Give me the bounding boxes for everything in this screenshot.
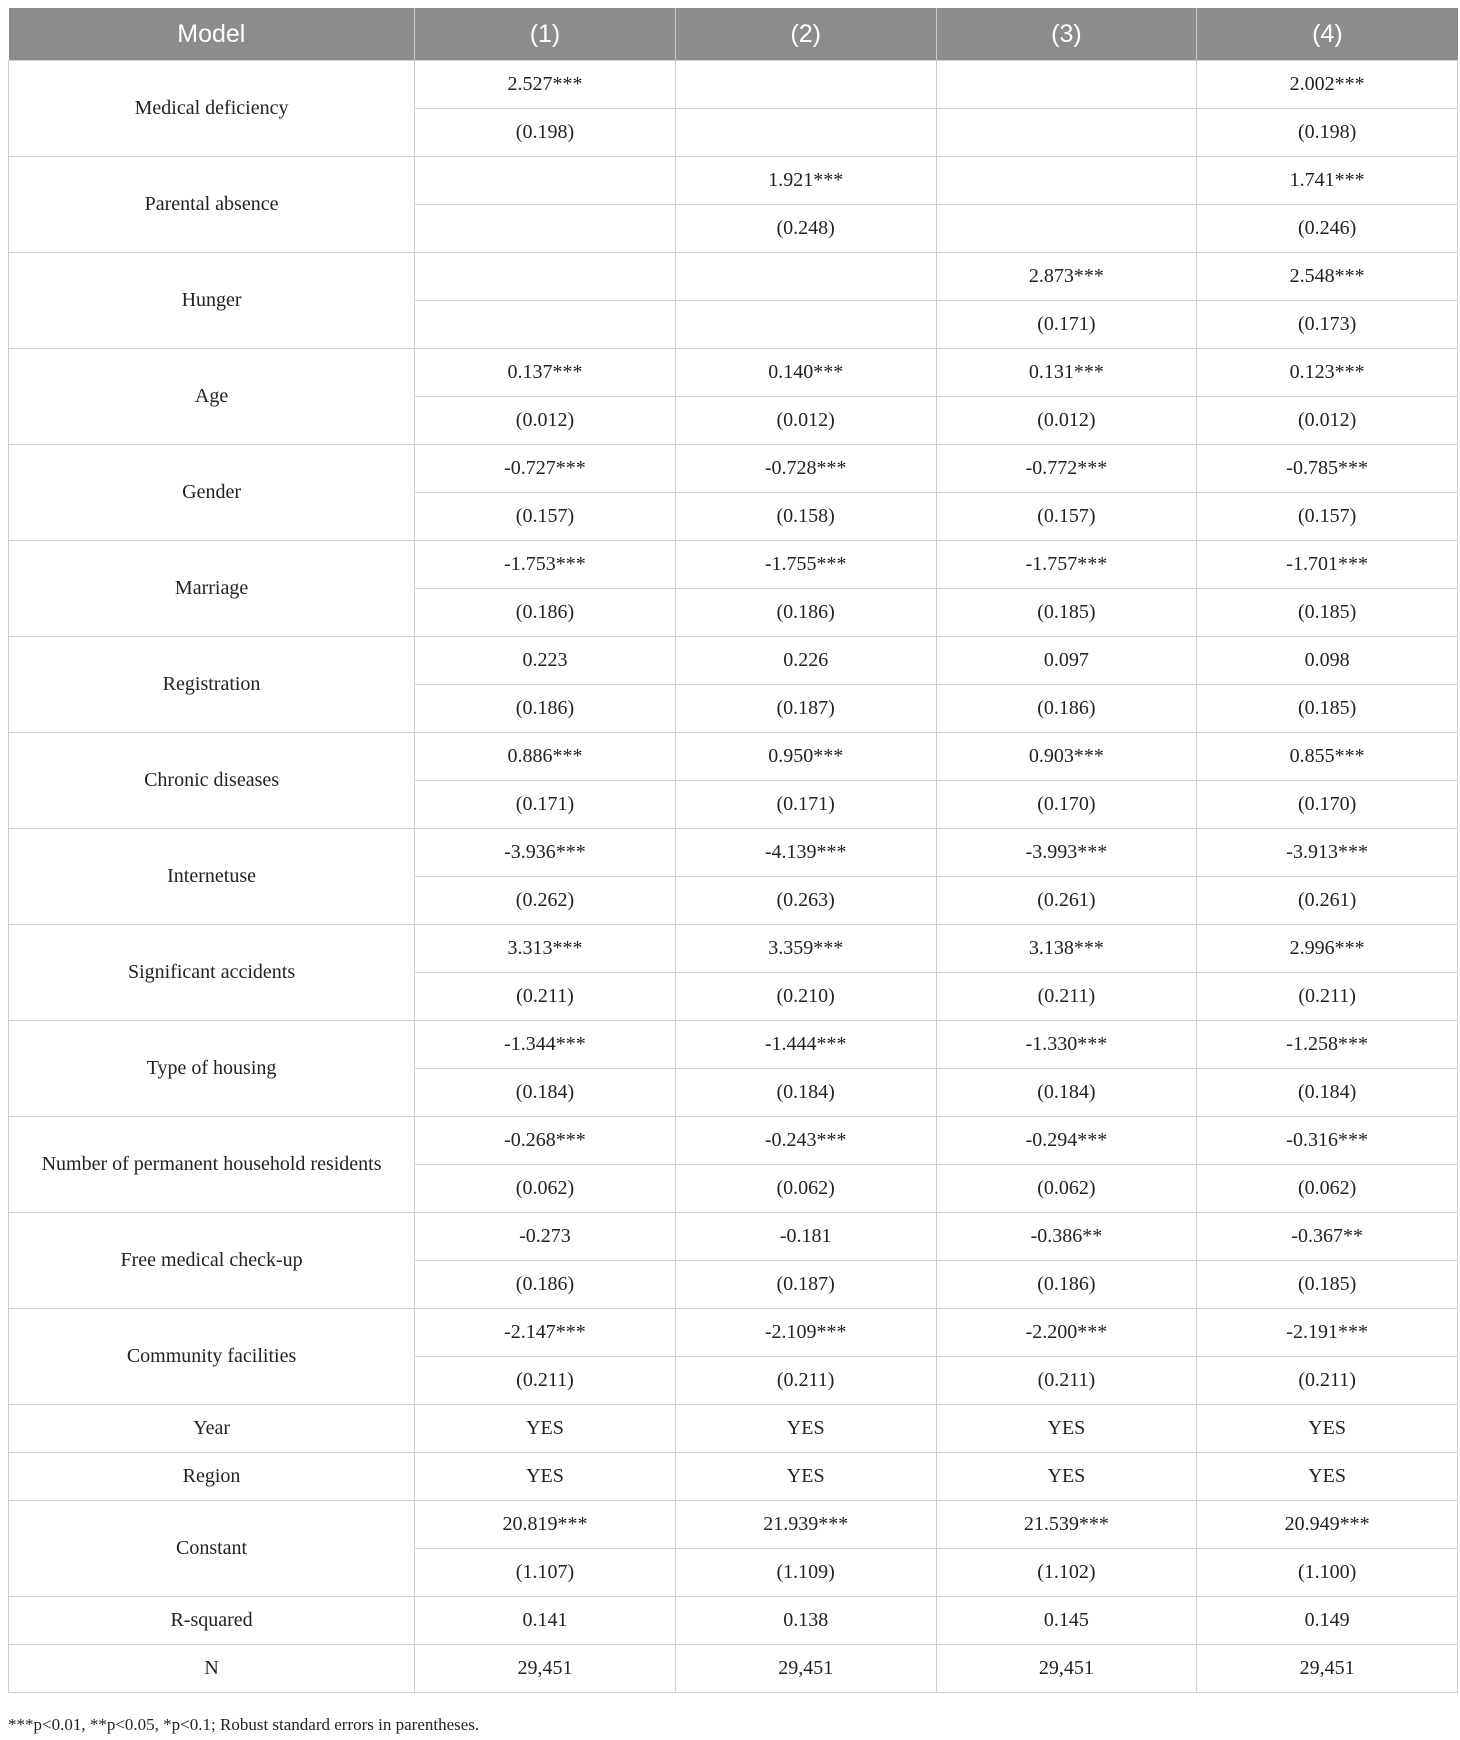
se-cell: (0.184) <box>1197 1069 1458 1117</box>
se-cell: (0.012) <box>415 397 676 445</box>
value-cell: YES <box>415 1453 676 1501</box>
coef-cell: -0.268*** <box>415 1117 676 1165</box>
row-label: N <box>9 1645 415 1693</box>
se-cell <box>675 301 936 349</box>
coef-cell: 0.137*** <box>415 349 676 397</box>
coef-cell: 0.950*** <box>675 733 936 781</box>
coef-cell <box>415 157 676 205</box>
se-cell: (0.012) <box>675 397 936 445</box>
se-cell: (0.211) <box>415 973 676 1021</box>
coef-cell: -1.444*** <box>675 1021 936 1069</box>
coef-cell: -1.258*** <box>1197 1021 1458 1069</box>
row-label: Number of permanent household residents <box>9 1117 415 1213</box>
regression-table-container <box>8 8 1458 1693</box>
se-cell: (0.184) <box>415 1069 676 1117</box>
se-cell: (0.198) <box>415 109 676 157</box>
value-cell: YES <box>675 1405 936 1453</box>
row-label: Hunger <box>9 253 415 349</box>
se-cell: (0.062) <box>1197 1165 1458 1213</box>
se-cell: (0.157) <box>415 493 676 541</box>
value-cell: 0.141 <box>415 1597 676 1645</box>
coef-cell: -0.316*** <box>1197 1117 1458 1165</box>
header-row <box>9 8 1458 61</box>
coef-cell: 21.539*** <box>936 1501 1197 1549</box>
coef-cell: -0.772*** <box>936 445 1197 493</box>
se-cell: (0.012) <box>1197 397 1458 445</box>
table-row <box>9 925 1458 973</box>
coef-cell: -0.785*** <box>1197 445 1458 493</box>
coef-cell <box>936 61 1197 109</box>
se-cell: (0.170) <box>936 781 1197 829</box>
coef-cell: 21.939*** <box>675 1501 936 1549</box>
se-cell: (0.211) <box>936 973 1197 1021</box>
row-label: Community facilities <box>9 1309 415 1405</box>
coef-cell: 2.996*** <box>1197 925 1458 973</box>
table-row <box>9 1501 1458 1549</box>
value-cell: YES <box>936 1405 1197 1453</box>
se-cell: (0.186) <box>415 685 676 733</box>
row-label: Free medical check-up <box>9 1213 415 1309</box>
se-cell: (0.185) <box>1197 685 1458 733</box>
header-col-4: (4) <box>1197 8 1458 61</box>
coef-cell: -4.139*** <box>675 829 936 877</box>
table-body <box>9 61 1458 1693</box>
coef-cell: 0.223 <box>415 637 676 685</box>
table-row <box>9 1405 1458 1453</box>
se-cell: (0.012) <box>936 397 1197 445</box>
se-cell: (0.171) <box>936 301 1197 349</box>
coef-cell: 1.921*** <box>675 157 936 205</box>
row-label: Registration <box>9 637 415 733</box>
table-row <box>9 1117 1458 1165</box>
se-cell: (0.261) <box>936 877 1197 925</box>
regression-table <box>8 8 1458 1693</box>
se-cell: (0.198) <box>1197 109 1458 157</box>
row-label: Constant <box>9 1501 415 1597</box>
table-row <box>9 1309 1458 1357</box>
coef-cell: -0.273 <box>415 1213 676 1261</box>
table-row <box>9 157 1458 205</box>
row-label: Chronic diseases <box>9 733 415 829</box>
table-row <box>9 1645 1458 1693</box>
coef-cell <box>415 253 676 301</box>
row-label: Age <box>9 349 415 445</box>
se-cell <box>415 301 676 349</box>
se-cell: (0.186) <box>415 589 676 637</box>
coef-cell: 0.097 <box>936 637 1197 685</box>
table-row <box>9 1453 1458 1501</box>
row-label: Type of housing <box>9 1021 415 1117</box>
coef-cell <box>936 157 1197 205</box>
coef-cell: 2.527*** <box>415 61 676 109</box>
header-col-1: (1) <box>415 8 676 61</box>
coef-cell: -3.913*** <box>1197 829 1458 877</box>
table-row <box>9 829 1458 877</box>
table-row <box>9 733 1458 781</box>
coef-cell: -1.755*** <box>675 541 936 589</box>
se-cell: (0.062) <box>675 1165 936 1213</box>
coef-cell: 0.226 <box>675 637 936 685</box>
se-cell: (0.186) <box>936 685 1197 733</box>
coef-cell: 0.123*** <box>1197 349 1458 397</box>
se-cell: (0.248) <box>675 205 936 253</box>
coef-cell: 20.819*** <box>415 1501 676 1549</box>
se-cell: (0.158) <box>675 493 936 541</box>
value-cell: YES <box>1197 1405 1458 1453</box>
row-label: Internetuse <box>9 829 415 925</box>
coef-cell <box>675 61 936 109</box>
row-label: R-squared <box>9 1597 415 1645</box>
table-row <box>9 637 1458 685</box>
se-cell: (0.211) <box>1197 973 1458 1021</box>
coef-cell: 0.131*** <box>936 349 1197 397</box>
se-cell: (0.062) <box>936 1165 1197 1213</box>
se-cell: (0.186) <box>936 1261 1197 1309</box>
se-cell: (0.171) <box>675 781 936 829</box>
coef-cell: 3.313*** <box>415 925 676 973</box>
se-cell: (0.185) <box>936 589 1197 637</box>
row-label: Marriage <box>9 541 415 637</box>
coef-cell: -0.294*** <box>936 1117 1197 1165</box>
coef-cell: 3.138*** <box>936 925 1197 973</box>
row-label: Significant accidents <box>9 925 415 1021</box>
coef-cell <box>675 253 936 301</box>
se-cell: (0.062) <box>415 1165 676 1213</box>
row-label: Gender <box>9 445 415 541</box>
value-cell: 0.138 <box>675 1597 936 1645</box>
header-col-3: (3) <box>936 8 1197 61</box>
table-row <box>9 349 1458 397</box>
se-cell: (0.184) <box>675 1069 936 1117</box>
se-cell: (0.157) <box>1197 493 1458 541</box>
se-cell: (0.211) <box>936 1357 1197 1405</box>
coef-cell: 3.359*** <box>675 925 936 973</box>
coef-cell: 2.548*** <box>1197 253 1458 301</box>
row-label: Year <box>9 1405 415 1453</box>
se-cell: (0.262) <box>415 877 676 925</box>
coef-cell: -0.386** <box>936 1213 1197 1261</box>
row-label: Parental absence <box>9 157 415 253</box>
se-cell: (0.211) <box>675 1357 936 1405</box>
value-cell: 29,451 <box>675 1645 936 1693</box>
coef-cell: -3.993*** <box>936 829 1197 877</box>
coef-cell: -0.728*** <box>675 445 936 493</box>
se-cell: (0.185) <box>1197 1261 1458 1309</box>
header-model: Model <box>9 8 415 61</box>
table-row <box>9 1597 1458 1645</box>
se-cell: (0.170) <box>1197 781 1458 829</box>
coef-cell: -0.243*** <box>675 1117 936 1165</box>
coef-cell: 1.741*** <box>1197 157 1458 205</box>
table-row <box>9 1021 1458 1069</box>
se-cell: (0.186) <box>415 1261 676 1309</box>
table-row <box>9 445 1458 493</box>
se-cell: (0.185) <box>1197 589 1458 637</box>
table-row <box>9 61 1458 109</box>
se-cell <box>675 109 936 157</box>
coef-cell: -3.936*** <box>415 829 676 877</box>
coef-cell: 20.949*** <box>1197 1501 1458 1549</box>
coef-cell: 0.855*** <box>1197 733 1458 781</box>
se-cell: (1.107) <box>415 1549 676 1597</box>
coef-cell: 2.873*** <box>936 253 1197 301</box>
coef-cell: -2.109*** <box>675 1309 936 1357</box>
se-cell: (0.173) <box>1197 301 1458 349</box>
se-cell: (1.102) <box>936 1549 1197 1597</box>
se-cell: (0.211) <box>1197 1357 1458 1405</box>
value-cell: YES <box>1197 1453 1458 1501</box>
se-cell: (0.261) <box>1197 877 1458 925</box>
coef-cell: 0.886*** <box>415 733 676 781</box>
value-cell: 29,451 <box>415 1645 676 1693</box>
se-cell: (0.187) <box>675 685 936 733</box>
table-row <box>9 253 1458 301</box>
coef-cell: -0.181 <box>675 1213 936 1261</box>
value-cell: YES <box>675 1453 936 1501</box>
coef-cell: -1.701*** <box>1197 541 1458 589</box>
value-cell: YES <box>415 1405 676 1453</box>
se-cell: (0.246) <box>1197 205 1458 253</box>
value-cell: 0.145 <box>936 1597 1197 1645</box>
coef-cell: -1.344*** <box>415 1021 676 1069</box>
coef-cell: -2.200*** <box>936 1309 1197 1357</box>
se-cell: (0.171) <box>415 781 676 829</box>
se-cell: (0.210) <box>675 973 936 1021</box>
se-cell: (0.184) <box>936 1069 1197 1117</box>
se-cell <box>936 109 1197 157</box>
se-cell: (0.186) <box>675 589 936 637</box>
se-cell: (1.109) <box>675 1549 936 1597</box>
table-header <box>9 8 1458 61</box>
se-cell: (1.100) <box>1197 1549 1458 1597</box>
coef-cell: 0.098 <box>1197 637 1458 685</box>
table-row <box>9 1213 1458 1261</box>
coef-cell: -0.367** <box>1197 1213 1458 1261</box>
coef-cell: 0.140*** <box>675 349 936 397</box>
footnote: ***p<0.01, **p<0.05, *p<0.1; Robust standard errors in parentheses. <box>8 1715 480 1734</box>
coef-cell: -2.147*** <box>415 1309 676 1357</box>
se-cell: (0.263) <box>675 877 936 925</box>
row-label: Region <box>9 1453 415 1501</box>
table-row <box>9 541 1458 589</box>
value-cell: 29,451 <box>936 1645 1197 1693</box>
coef-cell: 2.002*** <box>1197 61 1458 109</box>
header-col-2: (2) <box>675 8 936 61</box>
se-cell <box>936 205 1197 253</box>
coef-cell: -1.753*** <box>415 541 676 589</box>
se-cell: (0.157) <box>936 493 1197 541</box>
coef-cell: 0.903*** <box>936 733 1197 781</box>
se-cell: (0.211) <box>415 1357 676 1405</box>
coef-cell: -0.727*** <box>415 445 676 493</box>
coef-cell: -1.757*** <box>936 541 1197 589</box>
value-cell: 29,451 <box>1197 1645 1458 1693</box>
coef-cell: -2.191*** <box>1197 1309 1458 1357</box>
row-label: Medical deficiency <box>9 61 415 157</box>
value-cell: YES <box>936 1453 1197 1501</box>
se-cell: (0.187) <box>675 1261 936 1309</box>
se-cell <box>415 205 676 253</box>
coef-cell: -1.330*** <box>936 1021 1197 1069</box>
value-cell: 0.149 <box>1197 1597 1458 1645</box>
